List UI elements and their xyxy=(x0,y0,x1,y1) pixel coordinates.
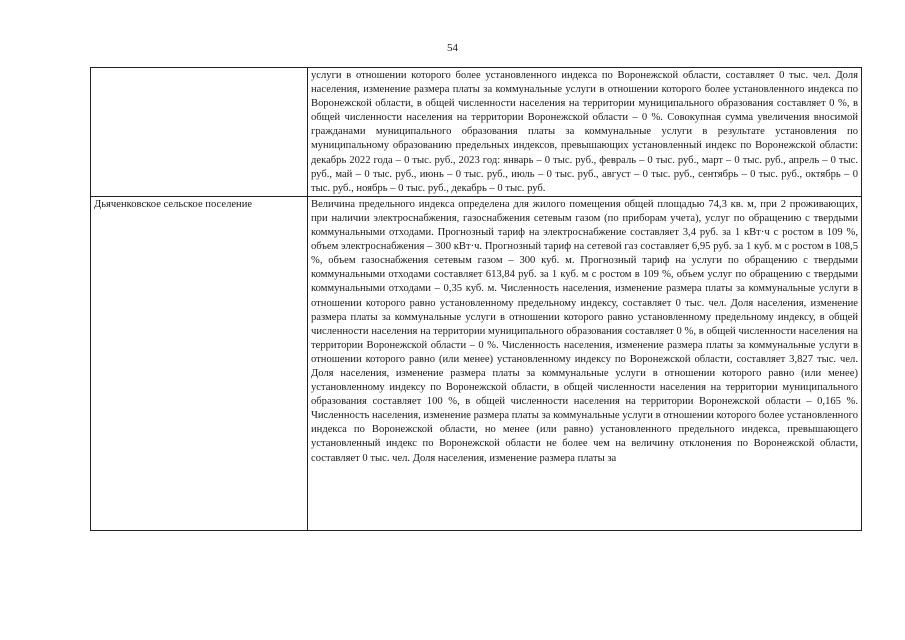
description-text: Величина предельного индекса определена для жилого помещения общей площадью 74,3 кв. м, при 2 проживающих, при наличии электроснабжения, газоснабжения сетевым газом (по приборам учета), услуг по обращению с твердыми коммунальными отходами. Прогнозный тариф на электроснабжение составляет 3,4 руб. за 1 кВт·ч с ростом в 109 %, объем электроснабжения – 300 кВт·ч. Прогнозный тариф на сетевой газ составляет 6,95 руб. за 1 куб. м с ростом в 108,5 %, объем газоснабжения сетевым газом – 300 куб. м. Прогнозный тариф на услуги по обращению с твердыми коммунальными отходами составляет 613,84 руб. за 1 куб. м с ростом в 109 %, объем услуг по обращению с твердыми коммунальными отходами – 0,35 куб. м. Численность населения, изменение размера платы за коммунальные услуги в отношении которого равно установленному предельному индексу, составляет 0 тыс. чел. Доля населения, изменение размера платы за коммунальные услуги в отношении которого равно установленному предельному индексу, в общей численности населения на территории муниципального образования составляет 0 %, в общей численности населения на территории Воронежской области – 0 %. Численность населения, изменение размера платы за коммунальные услуги в отношении которого равно (или менее) установленному индексу по Воронежской области, составляет 3,827 тыс. чел. Доля населения, изменение размера платы за коммунальные услуги в отношении которого равно (или менее) установленному индексу по Воронежской области, в общей численности населения на территории муниципального образования составляет 100 %, в общей численности населения на территории Воронежской области – 0,165 %. Численность населения, изменение размера платы за коммунальные услуги в отношении которого более установленного индекса по Воронежской области, но менее (или равно) установленного предельного индекса, превышающего установленный индекс по Воронежской области не более чем на величину отклонения по Воронежской области, составляет 0 тыс. чел. Доля населения, изменение размера платы за xyxy=(311,198,858,464)
municipality-name-cell: Дьяченковское сельское поселение xyxy=(91,196,308,530)
document-table xyxy=(90,67,862,531)
municipality-name-cell xyxy=(91,68,308,197)
table-row xyxy=(91,196,862,530)
description-cell xyxy=(308,196,862,530)
page-number: 54 xyxy=(447,42,458,54)
description-cell: услуги в отношении которого более установленного индекса по Воронежской области, составляет 0 тыс. чел. Доля населения, изменение размера платы за коммунальные услуги в отношении которого более установленного индекса по Воронежской области, в общей численности населения на территории муниципального образования составляет 0 %, в общей численности населения на территории Воронежской области – 0 %. Совокупная сумма увеличения вносимой гражданами муниципального образования платы за коммунальные услуги в результате установления по муниципальному образованию предельных индексов, превышающих установленный индекс по Воронежской области: декабрь 2022 года – 0 тыс. руб., 2023 год: январь – 0 тыс. руб., февраль – 0 тыс. руб., март – 0 тыс. руб., апрель – 0 тыс. руб., май – 0 тыс. руб., июнь – 0 тыс. руб., июль – 0 тыс. руб., август – 0 тыс. руб., сентябрь – 0 тыс. руб., октябрь – 0 тыс. руб., ноябрь – 0 тыс. руб., декабрь – 0 тыс. руб. xyxy=(308,68,862,197)
table-row xyxy=(91,68,862,197)
